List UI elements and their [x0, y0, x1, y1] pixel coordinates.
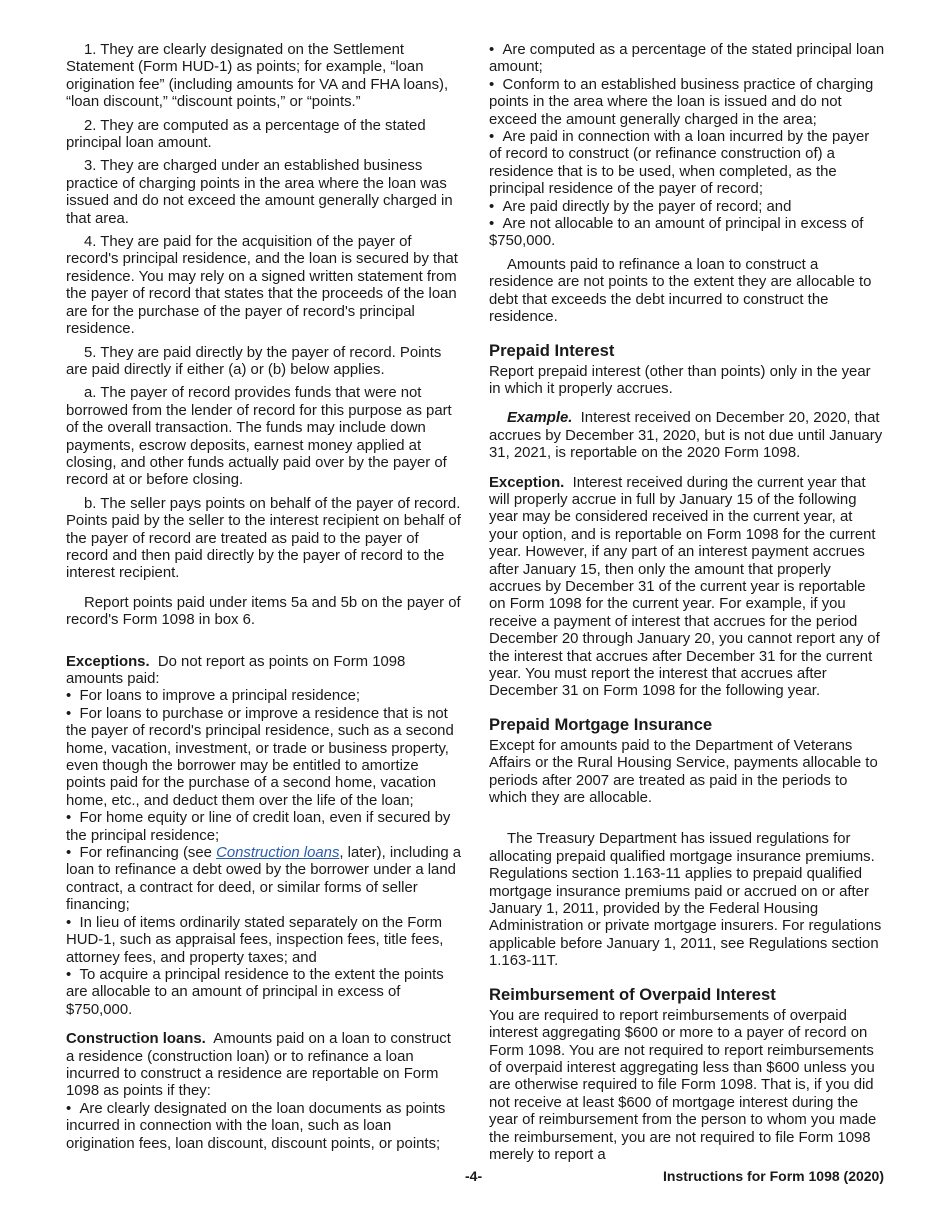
reimbursement-text: You are required to report reimbursements of overpaid interest aggregating $600 or more to a payer of record on Form 1098. You are not required to report reimbursements of overpaid interest aggregating less than $600 unless you are otherwise required to file Form 1098. That is, if you did not receive at least $600 of mortgage interest during the year of reimbursement from the person to whom you made the reimbursement, you are not required to file Form 1098 merely to report a	[489, 1007, 877, 1163]
prepaid-interest-text: Report prepaid interest (other than points) only in the year in which it properly accrues.	[489, 363, 871, 397]
prepaid-mortgage-insurance-text: Except for amounts paid to the Department of Veterans Affairs or the Rural Housing Service, payments allocable to periods after 2007 are treated as paid in the periods to which they are allocable.	[489, 737, 878, 807]
exception-bullet-6: • To acquire a principal residence to the extent the points are allocable to an amount of principal in excess of $750,000.	[66, 967, 462, 1019]
item-2: 2. They are computed as a percentage of the stated principal loan amount.	[66, 117, 426, 152]
example-text: Interest received on December 20, 2020, that accrues by December 31, 2020, but is not due until January 31, 2021, is reportable on the 2020 Form 1098.	[489, 410, 883, 462]
exception-bullet-4-pre: For refinancing (see	[79, 845, 217, 862]
exception-bullet-5: • In lieu of items ordinarily stated separately on the Form HUD-1, such as appraisal fees, inspection fees, title fees, attorney fees, and property taxes; and	[66, 915, 462, 967]
exceptions-text: Do not report as points on Form 1098 amounts paid:	[66, 653, 406, 687]
exceptions-paragraph	[66, 654, 462, 689]
construction-loans-link[interactable]: Construction loans	[216, 845, 340, 862]
prepaid-interest-heading: Prepaid Interest	[489, 340, 615, 360]
construction-loans-heading: Construction loans.	[66, 1031, 206, 1048]
exception-text: Interest received during the current year that will properly accrue in full by January 15 of the following year may be considered received in the current year, at your option, and is reportable on Form 1098 for the current year. However, if any part of an interest payment accrues after January 15, then only the amount that properly accrues by December 31 of the current year is reportable on Form 1098 for the current year. For example, if you receive a payment of interest that accrues for the period December 20 through January 20, you cannot report any of the interest that accrues after December 31 for the current year. You must report the interest that accrues after December 31 on Form 1098 for the following year.	[489, 474, 880, 700]
item-5a: a. The payer of record provides funds that were not borrowed from the lender of record for this purpose as part of the overall transaction. The funds may include down payments, escrow deposits, earnest money applied at closing, and other funds actually paid over by the payer of record at or before closing.	[66, 385, 452, 489]
example-heading: Example.	[507, 410, 573, 427]
construction-bullet-5: • Are paid directly by the payer of record; and	[489, 199, 885, 216]
exception-bullet-3: • For home equity or line of credit loan, even if secured by the principal residence;	[66, 810, 462, 845]
item-5: 5. They are paid directly by the payer of record. Points are paid directly if either (a) or (b) below applies.	[66, 344, 442, 378]
item-1: 1. They are clearly designated on the Settlement Statement (Form HUD-1) as points; for example, “loan origination fee” (including amounts for VA and FHA loans), “loan discount,” “discount points,” or “points.”	[66, 42, 449, 111]
footer-form-title: Instructions for Form 1098 (2020)	[663, 1168, 884, 1184]
construction-loans-text: Amounts paid on a loan to construct a residence (construction loan) or to refinance a loan incurred to construct a residence are reportable on Form 1098 as points if they:	[66, 1031, 451, 1100]
refinance-paragraph: Amounts paid to refinance a loan to construct a residence are not points to the extent they are allocable to debt that exceeds the debt incurred to construct the residence.	[489, 256, 872, 326]
left-column	[66, 42, 462, 1153]
construction-bullet-4: • Are paid in connection with a loan incurred by the payer of record to construct (or refinance construction of) a residence that is to be used, when completed, as the principal residence of the payer of record;	[489, 129, 885, 199]
item-5b: b. The seller pays points on behalf of the payer of record. Points paid by the seller to the interest recipient on behalf of the payer of record are treated as paid to the payer of record and then paid directly by the payer of record to the interest recipient.	[66, 495, 461, 582]
exception-paragraph	[489, 475, 885, 701]
treasury-paragraph: The Treasury Department has issued regulations for allocating prepaid qualified mortgage insurance premiums. Regulations section 1.163-11 applies to prepaid qualified mortgage insurance premiums paid or accrued on or after January 1, 2011, provided by the Federal Housing Administration or private mortgage insurers. For regulations applicable before January 1, 2011, see Regulations section 1.163-11T.	[489, 831, 882, 970]
exception-bullet-4	[66, 845, 462, 915]
construction-bullet-2: • Are computed as a percentage of the stated principal loan amount;	[489, 42, 885, 77]
exception-bullet-1: • For loans to improve a principal residence;	[66, 688, 462, 705]
construction-loans-paragraph	[66, 1031, 462, 1101]
construction-bullet-3: • Conform to an established business practice of charging points in the area where the loan is issued and do not exceed the amount generally charged in the area;	[489, 77, 885, 129]
exception-bullet-2: • For loans to purchase or improve a residence that is not the payer of record's principal residence, such as a second home, vacation, investment, or trade or business property, even though the borrower may be entitled to amortize points paid for the purchase of a second home, vacation home, etc., and deduct them over the life of the loan;	[66, 706, 462, 810]
reimbursement-heading: Reimbursement of Overpaid Interest	[489, 984, 776, 1004]
exception-bullet-4-post: , later), including a loan to refinance a debt owed by the borrower under a land contract, a contract for deed, or similar forms of seller financing;	[66, 845, 462, 914]
construction-bullet-1: • Are clearly designated on the loan documents as points incurred in connection with the loan, such as loan origination fees, loan discount, discount points, or points;	[66, 1101, 462, 1153]
page-number: -4-	[465, 1168, 483, 1184]
right-column	[489, 42, 885, 1164]
exceptions-heading: Exceptions.	[66, 653, 150, 670]
item-3: 3. They are charged under an established business practice of charging points in the area where the loan was issued and do not exceed the amount generally charged in that area.	[66, 158, 453, 227]
construction-bullet-6: • Are not allocable to an amount of principal in excess of $750,000.	[489, 216, 885, 251]
item-4: 4. They are paid for the acquisition of the payer of record's principal residence, and the loan is secured by that residence. You may rely on a signed written statement from the payer of record that states that the proceeds of the loan are for the purchase of the payer of record's principal residence.	[66, 234, 458, 338]
exception-heading: Exception.	[489, 474, 565, 491]
example-paragraph	[489, 410, 885, 462]
report-points-note: Report points paid under items 5a and 5b on the payer of record's Form 1098 in box 6.	[66, 594, 461, 629]
prepaid-mortgage-insurance-heading: Prepaid Mortgage Insurance	[489, 714, 713, 734]
